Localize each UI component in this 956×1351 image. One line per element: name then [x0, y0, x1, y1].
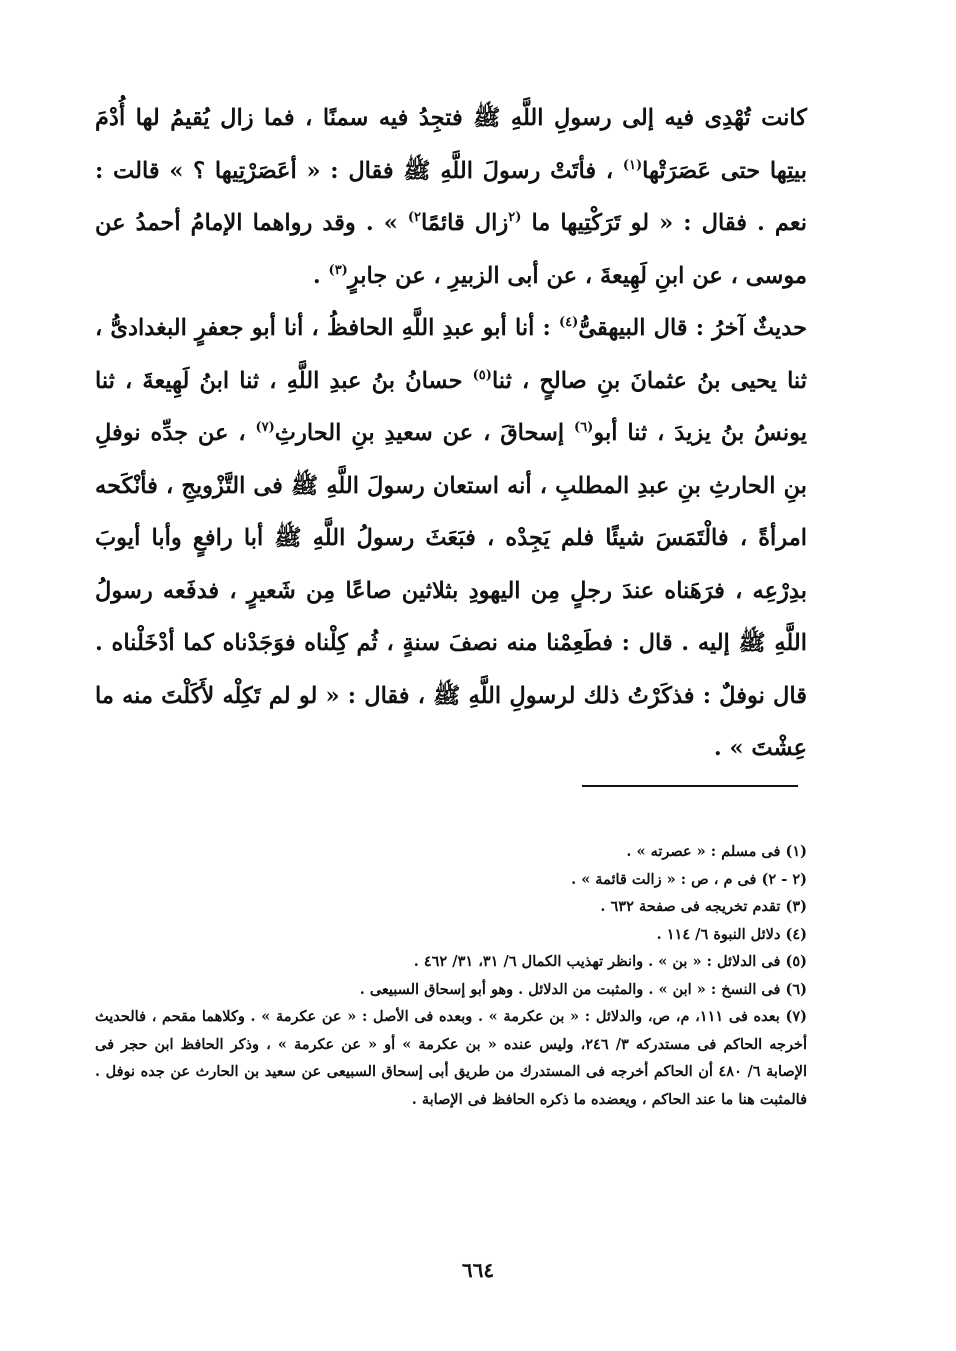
paragraph-2-text-b: : أنا أبو عبدِ اللَّهِ الحافظُ ، أنا أبو جعفرٍ البغدادىُّ ، ثنا يحيى بنُ عثمانَ بنِ صالحٍ ، ثنا: [95, 315, 807, 394]
paragraph-2-text-d: إسحاقَ ، عن سعيدِ بنِ الحارثِ: [274, 420, 565, 446]
paragraph-2-text-a: : قال البيهقىُّ: [578, 315, 705, 341]
footnote-ref-7: (٧): [255, 420, 275, 435]
footnote-divider: [582, 785, 798, 787]
paragraph-1-text-c: زال قائمًا: [420, 210, 509, 236]
footnote-ref-4: (٤): [558, 315, 579, 330]
footnote-ref-3: (٣): [328, 262, 348, 278]
footnote-1: (١) فى مسلم : « عصرته » .: [626, 843, 807, 860]
paragraph-1-text-a: كانت تُهْدِى فيه إلى رسولِ اللَّهِ ﷺ فتجِدُ فيه سمنًا ، فما زال يُقيمُ لها أُدْمَ بيتِها حتى عَصَرَتْها: [95, 105, 807, 184]
page-number: ٦٦٤: [461, 1258, 495, 1282]
footnote-ref-2-open: (٢: [508, 210, 522, 225]
paragraph-1-text-b: ، فأتَتْ رسولَ اللَّهِ ﷺ فقال : « أعَصَرْتِيها ؟ » قالت : نعم . فقال : « لو تَرَكْتِيها ما: [95, 157, 807, 236]
footnote-2: (٢ - ٢) فى م ، ص : « زالت قائمة » .: [571, 870, 807, 888]
footnote-ref-6: (٦): [574, 420, 594, 435]
paragraph-1-text-e: .: [312, 262, 321, 289]
main-text: [95, 92, 807, 775]
footnote-7: (٧) بعده فى ١١١، م، ص، والدلائل : « بن عكرمة » . وبعده فى الأصل : « عن عكرمة » . وكلاهما مقحم ، فالحديث أخرجه الحاكم فى مستدركه ٣/ ٢٤٦، وليس عنده « بن عكرمة » أو « عن عكرمة » ، وذكر الحافظ ابن حجر فى الإصابة ٦/ ٤٨٠ أن الحاكم أخرجه فى المستدرك من طريق أبى إسحاق السبيعى عن سعيد بن الحارث عن جده نوفل . فالمثبت هنا ما عند الحاكم ، ويعضده ما ذكره الحافظ فى الإصابة .: [95, 1008, 808, 1108]
footnote-4: (٤) دلائل النبوة ٦/ ١١٤ .: [656, 925, 807, 943]
paragraph-1-text-d: » . وقد رواهما الإمامُ أحمدُ عن موسى ، عن ابنِ لَهِيعةَ ، عن أبى الزبيرِ ، عن جابرٍ: [95, 210, 807, 289]
footnote-ref-1: (١): [622, 157, 643, 173]
paragraph-2: [95, 302, 807, 775]
footnote-5: (٥) فى الدلائل : « بن » . وانظر تهذيب الكمال ٦/ ٣١، ٣١/ ٤٦٢ .: [413, 953, 807, 970]
paragraph-2-text-e: ، عن جدِّه نوفلِ بنِ الحارثِ بنِ عبدِ المطلبِ ، أنه استعان رسولَ اللَّهِ ﷺ فى التَّزْويجِ ، فأنْكَحه امرأةً ، فالْتَمَسَ شيئًا فلم يَجِدْه ، فبَعَثَ رسولُ اللَّهِ ﷺ أبا رافعٍ وأبا أيوبَ بدِرْعِه ، فرَهَناه عندَ رجلٍ مِن اليهودِ بثلاثين صاعًا مِن شَعيرٍ ، فدفَعه رسولُ اللَّهِ ﷺ إليه . قال : فطَعِمْنا منه نصفَ سنةٍ ، ثُم كِلْناه فوَجَدْناه كما أدْخَلْناه . قال نوفلٌ : فذكَرْتُ ذلك لرسولِ اللَّهِ ﷺ ، فقال : « لو لم تَكِلْه لأَكَلْتَ منه ما عِشْتَ » .: [95, 420, 807, 761]
paragraph-1: [95, 92, 807, 302]
footnote-ref-5: (٥): [472, 367, 492, 383]
footnote-ref-2-close: ٢): [407, 210, 421, 225]
hadith-heading: حديثٌ آخرُ: [712, 315, 807, 341]
paragraph-2-text-c: حسانُ بنُ عبدِ اللَّهِ ، ثنا ابنُ لَهِيعةَ ، ثنا يونسُ بنُ يزيدَ ، ثنا أبو: [95, 367, 807, 446]
footnote-3: (٣) تقدم تخريجه فى صفحة ٦٣٢ .: [600, 898, 807, 915]
footnote-6: (٦) فى النسخ : « ابن » . والمثبت من الدلائل . وهو أبو إسحاق السبيعى .: [359, 980, 807, 998]
footnotes: [95, 838, 807, 1113]
